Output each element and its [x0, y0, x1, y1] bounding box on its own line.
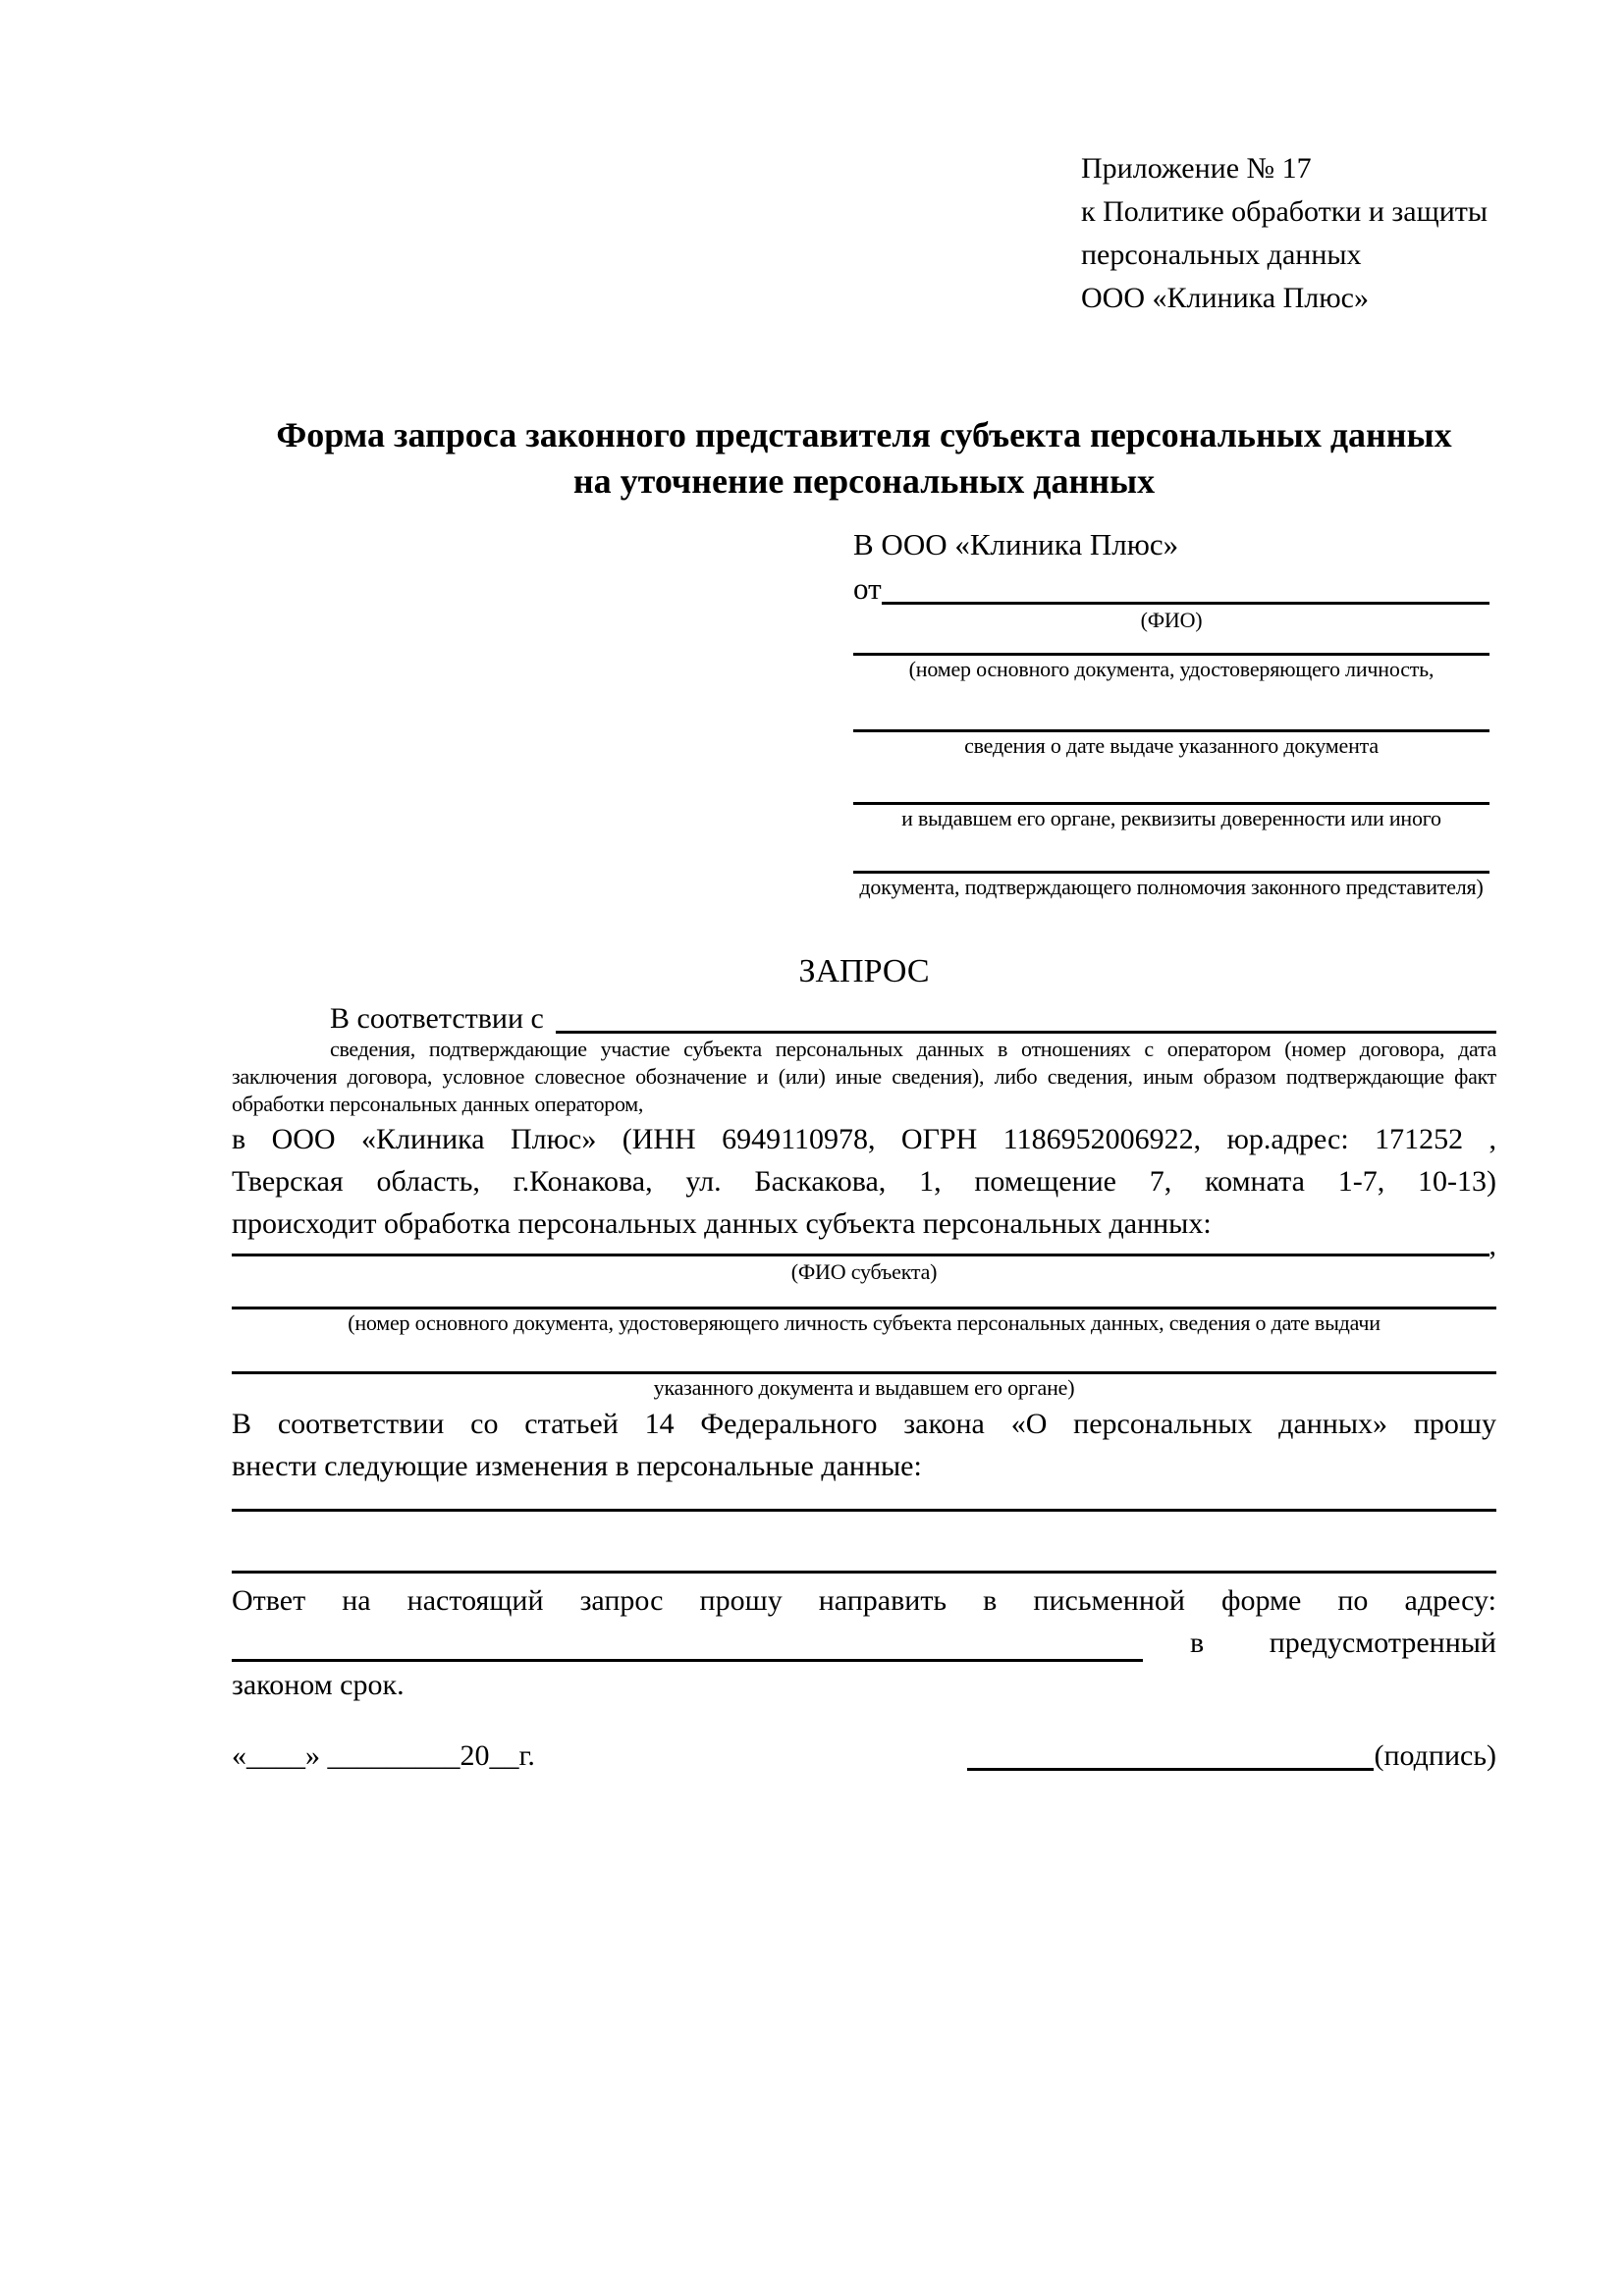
- subject-fio-blank-line: [232, 1253, 1489, 1256]
- operator-paragraph: [232, 1118, 1496, 1245]
- request-heading: ЗАПРОС: [798, 953, 930, 989]
- appendix-line-2: к Политике обработки и защиты: [1081, 195, 1489, 228]
- addressee-org: В ООО «Клиника Плюс»: [853, 527, 1179, 561]
- appendix-line-1: Приложение № 17: [1081, 152, 1312, 185]
- operator-paragraph-line-3: происходит обработка персональных данных субъекта персональных данных:: [232, 1207, 1212, 1240]
- reply-term-word: предусмотренный: [1269, 1627, 1496, 1659]
- reply-paragraph: [232, 1579, 1496, 1706]
- basis-label: В соответствии с: [330, 1002, 544, 1035]
- basis-footnote-line-2: заключения договора, условное словесное обозначение и (или) иные сведения), либо сведения, иным образом подтверждающие факт: [232, 1064, 1496, 1089]
- reply-intro-line: Ответ на настоящий запрос прошу направить в письменной форме по адресу:: [232, 1584, 1496, 1617]
- addressee-block: [853, 522, 1489, 900]
- appendix-note: [1081, 147, 1496, 320]
- basis-row: [232, 994, 1496, 1036]
- basis-blank-line: [556, 1030, 1496, 1034]
- representative-doc-blank-line-1: [853, 633, 1489, 656]
- changes-blank-line-2: [232, 1512, 1496, 1574]
- signature-blank-line: [967, 1767, 1374, 1771]
- representative-doc-caption-1: (номер основного документа, удостоверяющего личность,: [908, 657, 1435, 681]
- reply-address-row: [232, 1622, 1496, 1664]
- representative-doc-blank-line-2: [853, 682, 1489, 732]
- subject-doc-blank-line-2: [232, 1336, 1496, 1374]
- operator-paragraph-line-2: Тверская область, г.Конакова, ул. Баскакова, 1, помещение 7, комната 1-7, 10-13): [232, 1165, 1496, 1198]
- document-content: [232, 147, 1496, 1773]
- signature-group: [967, 1739, 1496, 1773]
- representative-doc-blank-line-3: [853, 759, 1489, 805]
- reply-in-word: в: [1190, 1627, 1205, 1659]
- reply-address-blank-line: [232, 1658, 1143, 1662]
- law-paragraph: [232, 1403, 1496, 1487]
- reply-closing-line: законом срок.: [232, 1669, 405, 1701]
- signature-caption: (подпись): [1374, 1739, 1496, 1772]
- basis-footnote-line-1: сведения, подтверждающие участие субъекта персональных данных в отношениях с оператором (номер договора, дата: [330, 1037, 1496, 1061]
- subject-fio-caption: (ФИО субъекта): [790, 1259, 938, 1284]
- date-signature-row: [232, 1728, 1496, 1773]
- document-title-line-1: Форма запроса законного представителя субъекта персональных данных: [276, 415, 1452, 454]
- law-paragraph-line-1: В соответствии со статьей 14 Федерального закона «О персональных данных» прошу: [232, 1408, 1496, 1440]
- representative-fio-blank-line: [882, 601, 1489, 605]
- representative-doc-caption-4: документа, подтверждающего полномочия законного представителя): [859, 875, 1484, 899]
- document-title-line-2: на уточнение персональных данных: [572, 461, 1156, 501]
- law-paragraph-line-2: внести следующие изменения в персональные данные:: [232, 1450, 922, 1482]
- subject-doc-caption-2: указанного документа и выдавшем его органе): [653, 1375, 1075, 1400]
- appendix-line-3: персональных данных: [1081, 239, 1362, 271]
- subject-doc-caption-1: (номер основного документа, удостоверяющего личность субъекта персональных данных, сведения о дате выдачи: [348, 1310, 1380, 1335]
- representative-doc-blank-line-4: [853, 831, 1489, 874]
- fio-caption: (ФИО): [1140, 608, 1203, 632]
- date-blank: «____» _________20__г.: [232, 1739, 535, 1772]
- subject-doc-blank-line-1: [232, 1285, 1496, 1309]
- operator-paragraph-line-1: в ООО «Клиника Плюс» (ИНН 6949110978, ОГРН 1186952006922, юр.адрес: 171252 ,: [232, 1123, 1496, 1155]
- representative-doc-caption-2: сведения о дате выдаче указанного документа: [964, 733, 1379, 758]
- representative-doc-caption-3: и выдавшем его органе, реквизиты доверенности или иного: [901, 806, 1441, 830]
- appendix-line-4: ООО «Клиника Плюс»: [1081, 282, 1369, 314]
- document-title: [232, 412, 1496, 505]
- subject-fio-comma: ,: [1489, 1229, 1496, 1261]
- basis-footnote-line-3: обработки персональных данных оператором,: [232, 1092, 644, 1116]
- from-label: от: [853, 571, 882, 606]
- basis-footnote: [232, 1036, 1496, 1118]
- from-row: [853, 567, 1489, 607]
- changes-blank-line-1: [232, 1495, 1496, 1512]
